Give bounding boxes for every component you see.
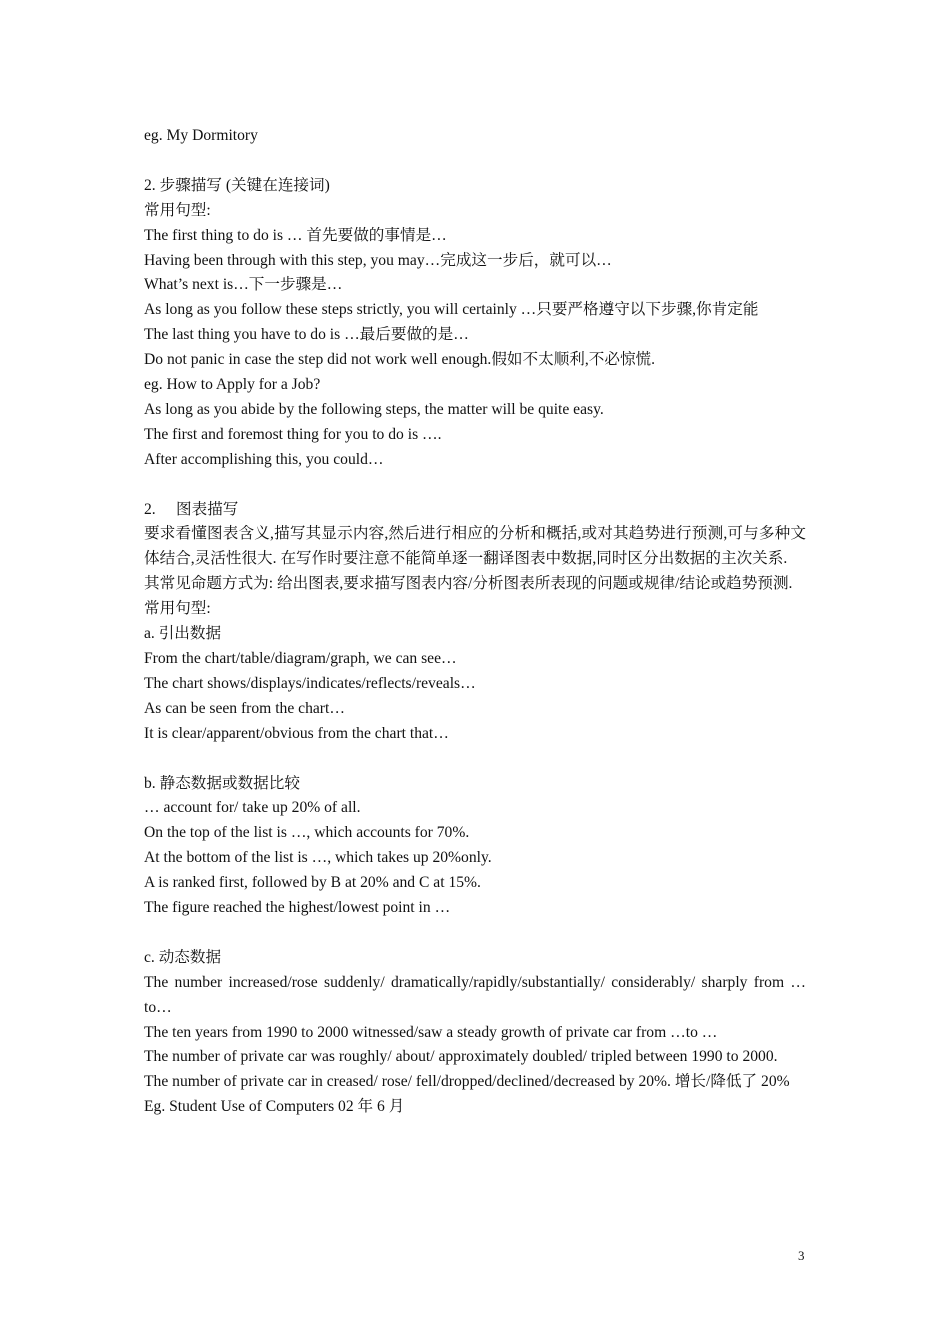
text-line: Do not panic in case the step did not work well enough.假如不太顺利,不必惊慌. — [144, 351, 656, 369]
example-line: eg. How to Apply for a Job? — [144, 376, 321, 394]
blank-line — [144, 747, 806, 772]
blank-line — [144, 149, 806, 174]
text-line: Having been through with this step, you may…完成这一步后，就可以… — [144, 251, 612, 269]
blank-line — [144, 473, 806, 498]
text-line: The first and foremost thing for you to do is …. — [144, 425, 442, 443]
section-title: 图表描写 — [176, 500, 239, 518]
text-line: At the bottom of the list is …, which takes up 20%only. — [144, 849, 492, 867]
document-page — [144, 124, 806, 1120]
paragraph: 要求看懂图表含义,描写其显示内容,然后进行相应的分析和概括,或对其趋势进行预测,可与多种文体结合,灵活性很大. 在写作时要注意不能简单逐一翻译图表中数据,同时区分出数据的主次关系. — [144, 525, 806, 568]
subheading: c. 动态数据 — [144, 948, 222, 966]
text-line: The last thing you have to do is …最后要做的是… — [144, 326, 469, 344]
blank-line — [144, 921, 806, 946]
text-line: … account for/ take up 20% of all. — [144, 799, 361, 817]
text-line: It is clear/apparent/obvious from the chart that… — [144, 724, 449, 742]
text-line: As can be seen from the chart… — [144, 699, 345, 717]
example-line: Eg. Student Use of Computers 02 年 6 月 — [144, 1098, 405, 1116]
section-heading — [144, 498, 806, 523]
subheading: b. 静态数据或数据比较 — [144, 774, 300, 792]
section-heading: 2. 步骤描写 (关键在连接词) — [144, 176, 330, 194]
text-line: The first thing to do is … 首先要做的事情是… — [144, 226, 447, 244]
text-line: A is ranked first, followed by B at 20% and C at 15%. — [144, 874, 481, 892]
paragraph: The number of private car was roughly/ about/ approximately doubled/ tripled between 1990 to 2000. — [144, 1048, 778, 1066]
subheading: 常用句型: — [144, 600, 211, 618]
page-number: 3 — [798, 1248, 805, 1263]
text-line: The ten years from 1990 to 2000 witnessed/saw a steady growth of private car from …to … — [144, 1023, 718, 1041]
section-number: 2. — [144, 500, 156, 518]
paragraph: The number of private car in creased/ rose/ fell/dropped/declined/decreased by 20%. 增长/降低了 20% — [144, 1073, 790, 1091]
text-line: From the chart/table/diagram/graph, we can see… — [144, 650, 457, 667]
subheading: 常用句型: — [144, 201, 211, 219]
paragraph: The number increased/rose suddenly/ dramatically/rapidly/substantially/ considerably/ sharply from … to… — [144, 973, 806, 1016]
text-line: As long as you abide by the following steps, the matter will be quite easy. — [144, 400, 604, 418]
text-line: As long as you follow these steps strictly, you will certainly …只要严格遵守以下步骤,你肯定能 — [144, 301, 759, 319]
text-line: After accomplishing this, you could… — [144, 450, 384, 468]
text-line: The figure reached the highest/lowest point in … — [144, 899, 451, 917]
text-line: What’s next is…下一步骤是… — [144, 276, 343, 294]
subheading: a. 引出数据 — [144, 625, 222, 643]
example-line: eg. My Dormitory — [144, 127, 258, 144]
paragraph: 其常见命题方式为: 给出图表,要求描写图表内容/分析图表所表现的问题或规律/结论或趋势预测. — [144, 575, 793, 593]
text-line: The chart shows/displays/indicates/reflects/reveals… — [144, 674, 476, 692]
text-line: On the top of the list is …, which accounts for 70%. — [144, 824, 470, 842]
